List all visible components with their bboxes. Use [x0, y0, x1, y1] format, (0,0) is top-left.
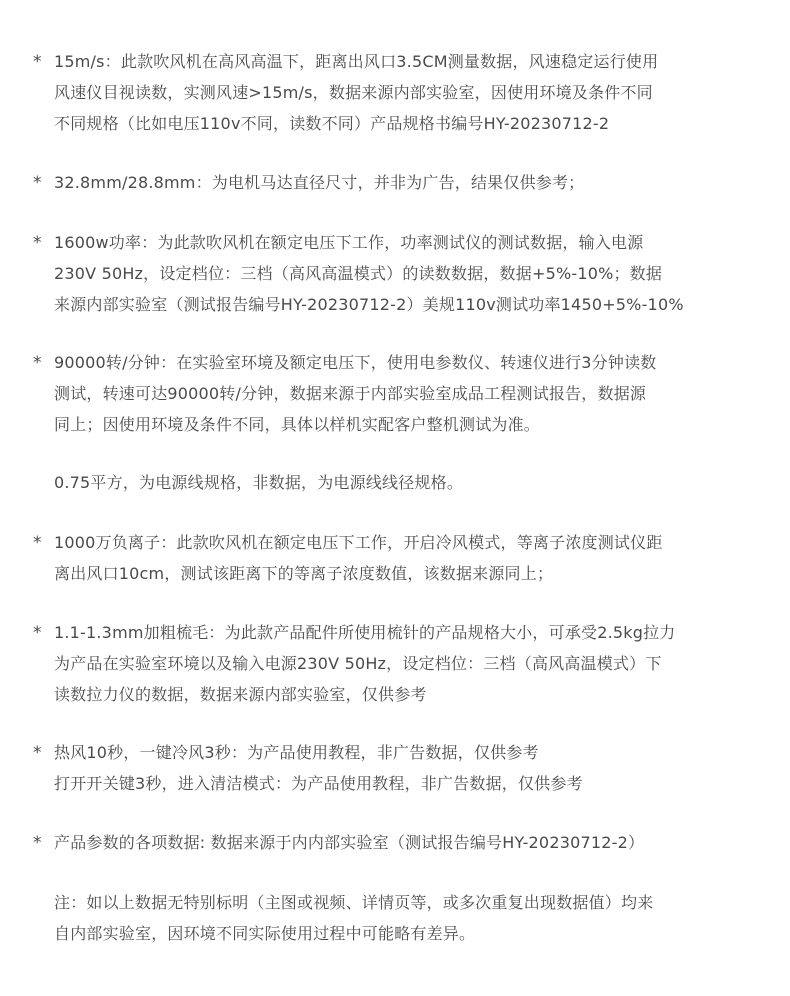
bullet-marker: * [33, 623, 42, 643]
note-line: 230V 50Hz，设定档位：三档（高风高温模式）的读数数据，数据+5%-10%；数据 [54, 264, 663, 283]
note-line: 测试，转速可达90000转/分钟，数据来源于内部实验室成品工程测试报告，数据源 [54, 384, 647, 403]
note-line: 离出风口10cm，测试该距离下的等离子浓度数值，该数据来源同上； [54, 564, 554, 583]
note-line: 0.75平方，为电源线规格，非数据，为电源线线径规格。 [54, 473, 464, 492]
note-line: 来源内部实验室（测试报告编号HY-20230712-2）美规110v测试功率1450+5%-10% [54, 295, 684, 314]
note-line: 读数拉力仪的数据，数据来源内部实验室，仅供参考 [54, 685, 427, 704]
note-line: 15m/s：此款吹风机在高风高温下，距离出风口3.5CM测量数据，风速稳定运行使用 [54, 52, 659, 71]
note-line: 32.8mm/28.8mm：为电机马达直径尺寸，并非为广告，结果仅供参考； [54, 173, 585, 192]
note-line: 产品参数的各项数据: 数据来源于内内部实验室（测试报告编号HY-20230712-2） [54, 833, 645, 852]
note-line: 同上；因使用环境及条件不同，具体以样机实配客户整机测试为准。 [54, 415, 541, 434]
note-line: 打开开关键3秒，进入清洁模式：为产品使用教程，非广告数据，仅供参考 [54, 774, 583, 793]
note-line: 90000转/分钟：在实验室环境及额定电压下，使用电参数仪、转速仪进行3分钟读数 [54, 353, 657, 372]
note-line: 自内部实验室，因环境不同实际使用过程中可能略有差异。 [54, 924, 476, 943]
note-line: 1000万负离子：此款吹风机在额定电压下工作，开启冷风模式，等离子浓度测试仪距 [54, 533, 663, 552]
bullet-marker: * [33, 533, 42, 553]
note-line: 不同规格（比如电压110v不同，读数不同）产品规格书编号HY-20230712-2 [54, 114, 610, 133]
note-line: 风速仪目视读数，实测风速>15m/s，数据来源内部实验室，因使用环境及条件不同 [54, 83, 653, 102]
bullet-marker: * [33, 52, 42, 72]
bullet-marker: * [33, 743, 42, 763]
bullet-marker: * [33, 833, 42, 853]
note-line: 1600w功率：为此款吹风机在额定电压下工作，功率测试仪的测试数据，输入电源 [54, 233, 644, 252]
note-line: 注：如以上数据无特别标明（主图或视频、详情页等，或多次重复出现数据值）均来 [54, 893, 654, 912]
note-line: 1.1-1.3mm加粗梳毛：为此款产品配件所使用梳针的产品规格大小，可承受2.5kg拉力 [54, 623, 676, 642]
bullet-marker: * [33, 233, 42, 253]
note-line: 热风10秒，一键冷风3秒：为产品使用教程，非广告数据，仅供参考 [54, 743, 539, 762]
note-line: 为产品在实验室环境以及输入电源230V 50Hz，设定档位：三档（高风高温模式）下 [54, 654, 662, 673]
bullet-marker: * [33, 173, 42, 193]
bullet-marker: * [33, 353, 42, 373]
